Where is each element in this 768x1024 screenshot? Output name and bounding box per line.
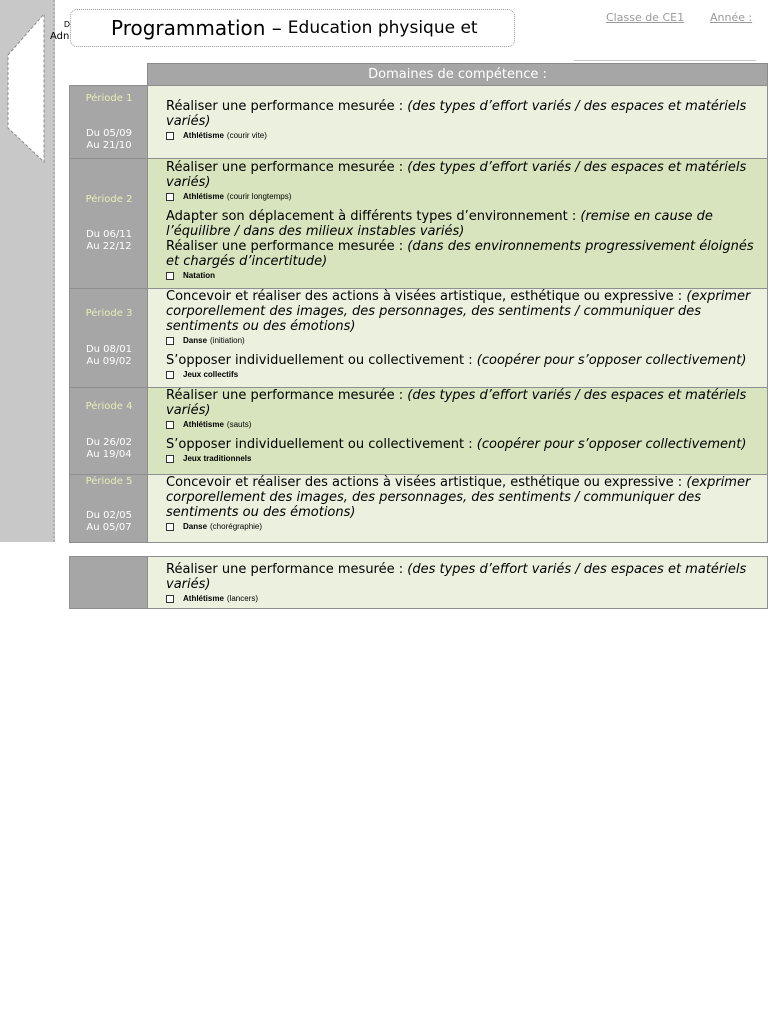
periods-table xyxy=(69,85,768,543)
competence xyxy=(166,437,759,464)
activity-name: Danse xyxy=(183,522,208,531)
activity-checkbox[interactable] xyxy=(166,523,174,531)
competence xyxy=(166,160,759,202)
competence-label: Réaliser une performance mesurée : xyxy=(166,562,404,577)
left-tab-shape xyxy=(0,0,55,200)
competence-cell xyxy=(148,475,768,543)
period-dates xyxy=(70,128,148,152)
competence-detail: (remise en cause de l’équilibre / dans des milieux instables variés) xyxy=(166,209,713,239)
competence-label: Réaliser une performance mesurée : xyxy=(166,99,404,114)
period-name: Période 4 xyxy=(85,401,133,412)
competence-cell xyxy=(148,86,768,159)
competence-label: Concevoir et réaliser des actions à visées artistique, esthétique ou expressive : xyxy=(166,475,683,490)
period-from: Du 06/11 xyxy=(85,229,133,240)
competence-cell xyxy=(148,289,768,388)
activity-name: Danse xyxy=(183,336,208,345)
activity-note: (sauts) xyxy=(226,420,252,429)
extra-row xyxy=(70,557,768,609)
activity-name: Athlétisme xyxy=(183,192,224,201)
clipped-line-1: D xyxy=(63,20,70,29)
period-dates xyxy=(70,229,148,253)
activity-item xyxy=(166,192,759,202)
activity-name: Natation xyxy=(183,271,215,280)
activity-name: Athlétisme xyxy=(183,594,224,603)
period-from: Du 02/05 xyxy=(85,510,133,521)
competence-cell xyxy=(148,159,768,289)
competence-label: Concevoir et réaliser des actions à visées artistique, esthétique ou expressive : xyxy=(166,289,683,304)
period-dates xyxy=(70,510,148,534)
competence xyxy=(166,239,759,281)
competence-cell xyxy=(148,388,768,475)
competence-detail: (exprimer corporellement des images, des personnages, des sentiments / communiquer des sentiments ou des émotions) xyxy=(166,475,751,520)
table-header: Domaines de compétence : xyxy=(147,63,768,86)
year-link[interactable]: Année : xyxy=(710,11,753,24)
activity-item xyxy=(166,336,759,346)
period-to: Au 05/07 xyxy=(86,522,132,533)
activity-name: Athlétisme xyxy=(183,420,224,429)
competence xyxy=(166,388,759,430)
period-to: Au 22/12 xyxy=(86,241,132,252)
activity-item xyxy=(166,131,759,141)
activity-checkbox[interactable] xyxy=(166,193,174,201)
competence xyxy=(166,289,759,346)
competence xyxy=(166,562,759,604)
competence-detail: (coopérer pour s’opposer collectivement) xyxy=(476,437,747,452)
period-row xyxy=(70,86,768,159)
activity-checkbox[interactable] xyxy=(166,272,174,280)
period-name: Période 1 xyxy=(85,93,133,104)
competence xyxy=(166,353,759,380)
period-name: Période 5 xyxy=(85,476,133,487)
competence xyxy=(166,475,759,532)
activity-checkbox[interactable] xyxy=(166,337,174,345)
activity-checkbox[interactable] xyxy=(166,371,174,379)
year-underline xyxy=(574,60,756,61)
period-name: Période 2 xyxy=(85,194,133,205)
competence-detail: (des types d’effort variés / des espaces et matériels variés) xyxy=(166,562,747,592)
period-from: Du 26/02 xyxy=(85,437,133,448)
period-dates xyxy=(70,344,148,368)
activity-note: (courir vite) xyxy=(226,131,267,140)
competence-detail: (des types d’effort variés / des espaces et matériels variés) xyxy=(166,99,747,129)
activity-name: Jeux traditionnels xyxy=(183,454,252,463)
period-from: Du 08/01 xyxy=(85,344,133,355)
activity-checkbox[interactable] xyxy=(166,595,174,603)
activity-item xyxy=(166,271,759,281)
clipped-header-text xyxy=(50,19,70,45)
competence-detail: (exprimer corporellement des images, des personnages, des sentiments / communiquer des sentiments ou des émotions) xyxy=(166,289,751,334)
period-to: Au 19/04 xyxy=(86,449,132,460)
activity-note: (initiation) xyxy=(210,336,245,345)
period-from: Du 05/09 xyxy=(85,128,133,139)
period-cell xyxy=(70,388,148,475)
period-cell xyxy=(70,159,148,289)
competence-detail: (des types d’effort variés / des espaces et matériels variés) xyxy=(166,160,747,190)
competence-label: Adapter son déplacement à différents types d’environnement : xyxy=(166,209,577,224)
activity-checkbox[interactable] xyxy=(166,132,174,140)
extra-period-cell xyxy=(70,557,148,609)
activity-name: Athlétisme xyxy=(183,131,224,140)
period-cell xyxy=(70,86,148,159)
competence-label: S’opposer individuellement ou collectivement : xyxy=(166,353,473,368)
page-title: Programmation – xyxy=(111,16,282,40)
activity-checkbox[interactable] xyxy=(166,455,174,463)
competence xyxy=(166,209,759,239)
extra-competence-cell xyxy=(148,557,768,609)
activity-checkbox[interactable] xyxy=(166,421,174,429)
activity-item xyxy=(166,454,759,464)
competence-detail: (dans des environnements progressivement éloignés et chargés d’incertitude) xyxy=(166,239,754,269)
period-dates xyxy=(70,437,148,461)
class-link[interactable]: Classe de CE1 xyxy=(606,11,685,24)
competence-label: Réaliser une performance mesurée : xyxy=(166,239,404,254)
competence-detail: (des types d’effort variés / des espaces et matériels variés) xyxy=(166,388,747,418)
period-to: Au 21/10 xyxy=(86,140,132,151)
period-row xyxy=(70,159,768,289)
activity-note: (chorégraphie) xyxy=(210,522,263,531)
competence-detail: (coopérer pour s’opposer collectivement) xyxy=(476,353,747,368)
activity-item xyxy=(166,522,759,532)
activity-item xyxy=(166,594,759,604)
activity-note: (courir longtemps) xyxy=(226,192,292,201)
period-to: Au 09/02 xyxy=(86,356,132,367)
period-row xyxy=(70,388,768,475)
activity-note: (lancers) xyxy=(226,594,259,603)
page-subtitle: Education physique et xyxy=(287,18,478,38)
activity-name: Jeux collectifs xyxy=(183,370,239,379)
competence-label: Réaliser une performance mesurée : xyxy=(166,388,404,403)
clipped-line-2: Adn xyxy=(50,31,70,42)
period-cell xyxy=(70,289,148,388)
period-row xyxy=(70,289,768,388)
activity-item xyxy=(166,420,759,430)
title-box xyxy=(70,9,515,47)
competence xyxy=(166,99,759,141)
period-row xyxy=(70,475,768,543)
period-cell xyxy=(70,475,148,543)
competence-label: Réaliser une performance mesurée : xyxy=(166,160,404,175)
extra-table xyxy=(69,556,768,609)
competence-label: S’opposer individuellement ou collectivement : xyxy=(166,437,473,452)
activity-item xyxy=(166,370,759,380)
period-name: Période 3 xyxy=(85,308,133,319)
